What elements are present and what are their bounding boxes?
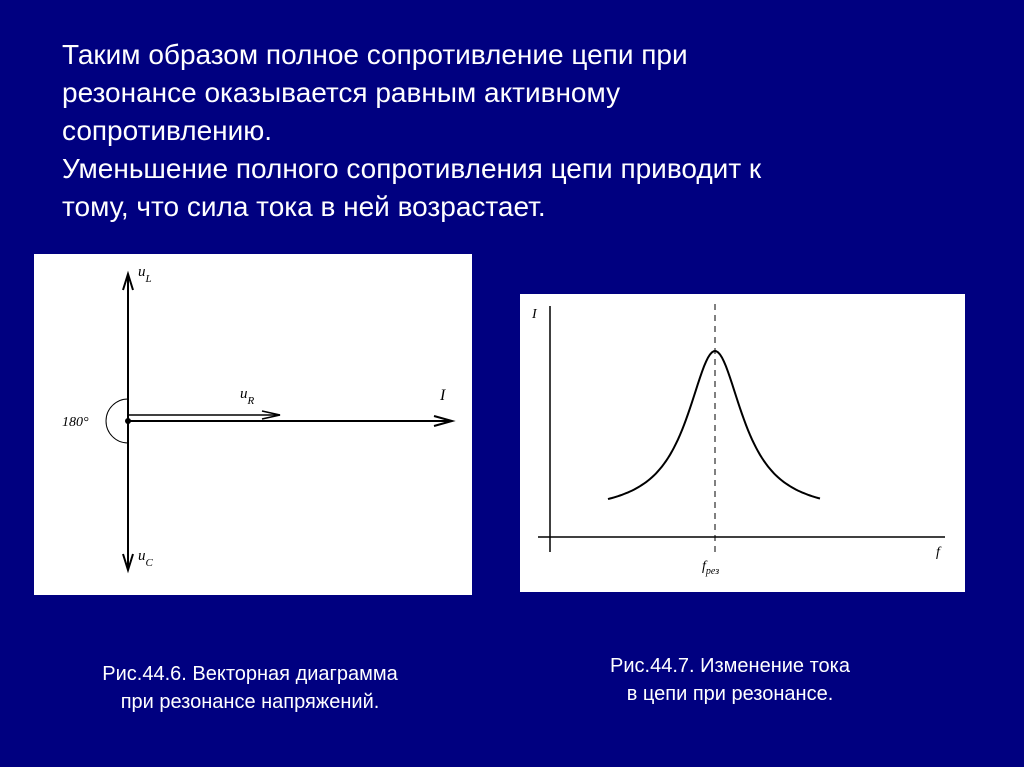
text-line-4: Уменьшение полного сопротивления цепи приводит к (62, 153, 762, 184)
caption-figure-44-6 (40, 660, 460, 716)
x-axis-label: f (936, 545, 940, 560)
uC-label: $u_C$ (138, 548, 153, 569)
slide-text (62, 36, 962, 226)
y-axis-label: I (532, 307, 537, 322)
text-line-3: сопротивлению. (62, 115, 273, 146)
caption-line: в цепи при резонансе. (626, 683, 834, 705)
text-line-2: резонансе оказывается равным активному (62, 77, 621, 108)
resonance-curve-diagram (520, 294, 965, 592)
caption-line: Рис.44.7. Изменение тока (610, 655, 850, 677)
text-line-5: тому, что сила тока в ней возрастает. (62, 191, 546, 222)
angle-arc (106, 399, 128, 443)
caption-line: Рис.44.6. Векторная диаграмма (102, 663, 398, 685)
text-line-1: Таким образом полное сопротивление цепи при (62, 39, 688, 70)
uL-label: $u_L$ (138, 264, 152, 285)
vector-diagram-panel (34, 254, 472, 595)
origin-point (125, 418, 131, 424)
caption-figure-44-7 (520, 652, 940, 708)
resonance-curve (608, 351, 820, 499)
resonance-frequency-label: $f_{рез}$ (702, 559, 720, 577)
vector-diagram (34, 254, 472, 595)
angle-label: 180° (62, 415, 89, 430)
uR-label: $u_R$ (240, 386, 255, 407)
caption-line: при резонансе напряжений. (120, 691, 380, 713)
resonance-curve-panel (520, 294, 965, 592)
current-label: I (440, 387, 446, 404)
